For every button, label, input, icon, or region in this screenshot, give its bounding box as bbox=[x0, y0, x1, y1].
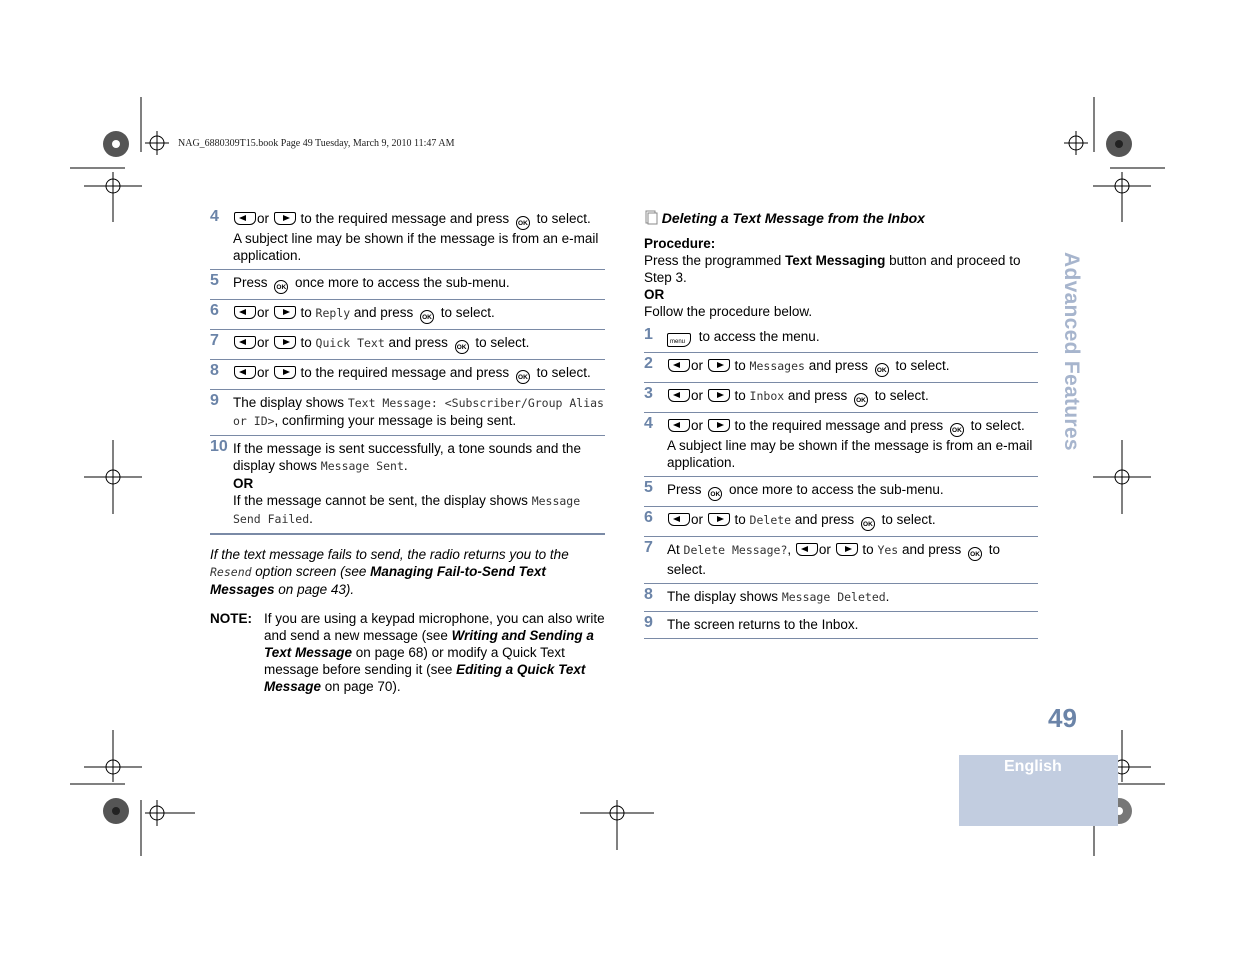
right-arrow-key-icon bbox=[274, 306, 296, 319]
step-7: 7 At Delete Message?, or to Yes and press OK to select. bbox=[644, 537, 1038, 584]
step-3: 3 or to Inbox and press OK to select. bbox=[644, 383, 1038, 413]
left-arrow-key-icon bbox=[668, 389, 690, 402]
step-8: 8 The display shows Message Deleted. bbox=[644, 584, 1038, 612]
step-note: A subject line may be shown if the message is from an e-mail application. bbox=[233, 231, 599, 263]
keypad-note: NOTE: If you are using a keypad microphone, you can also write and send a new message (see Writing and Sending a Text Message on page 68) or modify a Quick Text message before sending it (see Editing a Quick Text Message on page 70). bbox=[210, 611, 605, 694]
ok-button-icon: OK bbox=[274, 280, 288, 294]
left-arrow-key-icon bbox=[234, 336, 256, 349]
step-9: 9 The display shows Text Message: <Subscriber/Group Alias or ID>, confirming your message is being sent. bbox=[210, 390, 605, 436]
right-arrow-key-icon bbox=[836, 543, 858, 556]
step-8: 8 or to the required message and press OK to select. bbox=[210, 360, 605, 390]
print-header: NAG_6880309T15.book Page 49 Tuesday, March 9, 2010 11:47 AM bbox=[178, 138, 455, 149]
procedure-label: Procedure: bbox=[644, 236, 716, 251]
left-arrow-key-icon bbox=[234, 212, 256, 225]
resend-note: If the text message fails to send, the radio returns you to the Resend option screen (see Managing Fail-to-Send Text Messages on page 43). bbox=[210, 547, 569, 597]
step-7: 7 or to Quick Text and press OK to select. bbox=[210, 330, 605, 360]
right-column: Deleting a Text Message from the Inbox Procedure: Press the programmed Text Messaging button and proceed to Step 3. OR Follow the procedure below. 1 menu to access the menu. 2 or to Messages and press OK to select. 3 or to Inbox and press OK to select. 4 or to the required message and press OK to select. A subject line may be shown if the message is from an e-mail application. 5 Press OK once more to access the sub-menu. 6 or to Delete and press OK to select. 7 At Delete Message?, or to Yes and press OK to select. 8 The display shows Message Deleted. 9 The screen returns to the Inbox. bbox=[644, 210, 1038, 639]
left-arrow-key-icon bbox=[668, 513, 690, 526]
ok-button-icon: OK bbox=[420, 310, 434, 324]
right-arrow-key-icon bbox=[708, 389, 730, 402]
ok-button-icon: OK bbox=[968, 547, 982, 561]
right-arrow-key-icon bbox=[274, 366, 296, 379]
ok-button-icon: OK bbox=[708, 487, 722, 501]
chapter-side-tab: Advanced Features bbox=[1060, 252, 1083, 451]
step-1: 1 menu to access the menu. bbox=[644, 324, 1038, 353]
step-4: 4 or to the required message and press OK to select. A subject line may be shown if the message is from an e-mail application. bbox=[644, 413, 1038, 477]
left-arrow-key-icon bbox=[234, 306, 256, 319]
step-2: 2 or to Messages and press OK to select. bbox=[644, 353, 1038, 383]
left-arrow-key-icon bbox=[796, 543, 818, 556]
document-icon bbox=[644, 210, 658, 225]
left-arrow-key-icon bbox=[234, 366, 256, 379]
ok-button-icon: OK bbox=[516, 370, 530, 384]
step-4: 4 or to the required message and press OK to select. A subject line may be shown if the message is from an e-mail application. bbox=[210, 206, 605, 270]
right-arrow-key-icon bbox=[708, 359, 730, 372]
step-10: 10 If the message is sent successfully, a tone sounds and the display shows Message Sent. OR If the message cannot be sent, the display shows Message Send Failed. bbox=[210, 436, 605, 535]
step-number: 4 bbox=[210, 208, 219, 225]
left-arrow-key-icon bbox=[668, 359, 690, 372]
note-label: NOTE: bbox=[210, 611, 252, 626]
language-label: English bbox=[1004, 758, 1062, 775]
step-6: 6 or to Reply and press OK to select. bbox=[210, 300, 605, 330]
step-9: 9 The screen returns to the Inbox. bbox=[644, 612, 1038, 639]
ok-button-icon: OK bbox=[875, 363, 889, 377]
ok-button-icon: OK bbox=[516, 216, 530, 230]
ok-button-icon: OK bbox=[861, 517, 875, 531]
step-6: 6 or to Delete and press OK to select. bbox=[644, 507, 1038, 537]
ok-button-icon: OK bbox=[950, 423, 964, 437]
right-arrow-key-icon bbox=[274, 212, 296, 225]
ok-button-icon: OK bbox=[854, 393, 868, 407]
ok-button-icon: OK bbox=[455, 340, 469, 354]
right-arrow-key-icon bbox=[708, 513, 730, 526]
section-heading: Deleting a Text Message from the Inbox bbox=[644, 210, 1038, 227]
step-5: 5 Press OK once more to access the sub-menu. bbox=[644, 477, 1038, 507]
step-5: 5 Press OK once more to access the sub-menu. bbox=[210, 270, 605, 300]
left-arrow-key-icon bbox=[668, 419, 690, 432]
menu-key-icon: menu bbox=[667, 333, 691, 347]
left-column bbox=[210, 206, 605, 695]
page-number: 49 bbox=[1048, 703, 1077, 733]
procedure-steps bbox=[644, 324, 1038, 639]
right-arrow-key-icon bbox=[708, 419, 730, 432]
right-arrow-key-icon bbox=[274, 336, 296, 349]
